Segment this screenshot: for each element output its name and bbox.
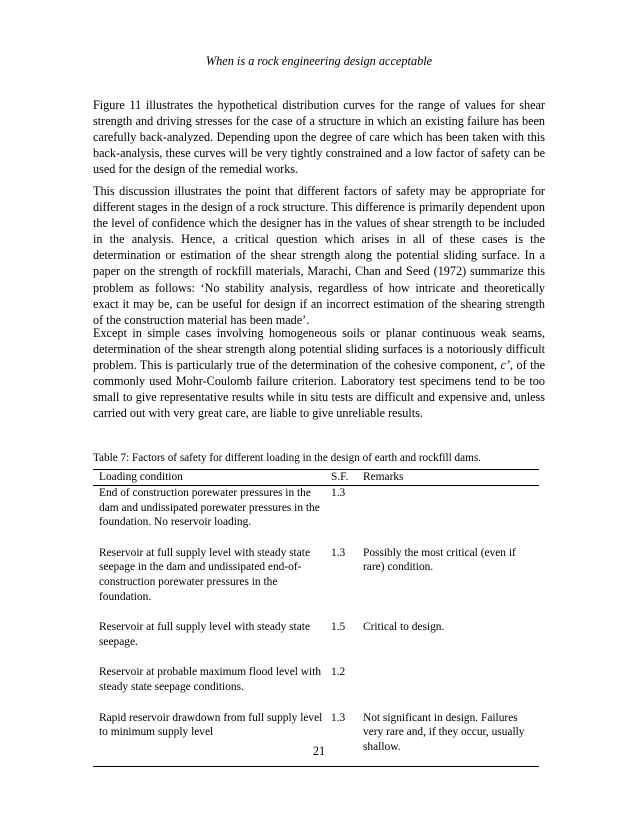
table-bottom-rule — [93, 766, 539, 767]
remarks-cell: Possibly the most critical (even if rare) condition. — [363, 546, 516, 574]
loading-condition-cell: Rapid reservoir drawdown from full supply level to minimum supply level — [99, 711, 323, 739]
table-row — [93, 486, 539, 530]
running-header: When is a rock engineering design acceptable — [205, 54, 433, 68]
sf-cell: 1.3 — [331, 711, 346, 724]
header-loading-condition: Loading condition — [99, 471, 183, 483]
remarks-cell: Not significant in design. Failures very rare and, if they occur, usually shallow. — [363, 711, 525, 753]
cohesion-symbol: c’ — [500, 358, 510, 373]
loading-condition-cell: Reservoir at probable maximum flood level with steady state seepage conditions. — [99, 666, 322, 693]
page-number: 21 — [312, 744, 326, 758]
table-header-row — [93, 470, 539, 485]
paragraph-2: This discussion illustrates the point that different factors of safety may be appropriate for different stages in the design of a rock structure. This difference is primarily dependent upon the level of confidence which the designer has in the values of shear strength to be included in the analysis. Hence, a critical question which arises in all of these cases is the determination or estimation of the shear strength along the potential sliding surface. In a paper on the strength of rockfill materials, Marachi, Chan and Seed (1972) summarize this problem as follows: ‘No stability analysis, regardless of how intricate and theoretically exact it may be, can be useful for design if an incorrect estimation of the shearing strength of the construction material has been made’. — [93, 184, 545, 327]
paragraph-1: Figure 11 illustrates the hypothetical distribution curves for the range of values for shear strength and driving stresses for the case of a structure in which an existing failure has been carefully back-analyzed. Depending upon the degree of care which has been taken with this back-analysis, these curves will be very tightly constrained and a low factor of safety can be used for the design of the remedial works. — [93, 98, 545, 177]
sf-cell: 1.3 — [331, 546, 346, 559]
remarks-cell — [363, 486, 539, 530]
safety-factor-table — [93, 469, 539, 767]
header-sf: S.F. — [331, 471, 349, 483]
sf-cell: 1.2 — [331, 666, 346, 679]
table-row — [93, 665, 539, 694]
loading-condition-cell: End of construction porewater pressures in the dam and undissipated porewater pressures in the foundation. No reservoir loading. — [99, 487, 320, 529]
sf-cell: 1.3 — [331, 487, 346, 499]
remarks-cell — [363, 665, 539, 694]
paragraph-3 — [93, 325, 545, 422]
paragraph-3-text-end: , of the commonly used Mohr-Coulomb failure criterion. Laboratory test specimens tend to be too small to give representative results while in situ tests are difficult and expensive and, unless carried out with very great care, are liable to give unreliable results. — [93, 358, 545, 421]
table-row — [93, 546, 539, 604]
remarks-cell: Critical to design. — [363, 621, 445, 634]
loading-condition-cell: Reservoir at full supply level with steady state seepage. — [99, 621, 310, 648]
loading-condition-cell: Reservoir at full supply level with steady state seepage in the dam and undissipated end-of-construction porewater pressures in the foundation. — [99, 546, 310, 603]
table-caption: Table 7: Factors of safety for different loading in the design of earth and rockfill dams. — [93, 452, 481, 464]
header-remarks: Remarks — [363, 471, 404, 483]
table-row — [93, 620, 539, 649]
paragraph-3-text-start: Except in simple cases involving homogeneous soils or planar continuous weak seams, determination of the shear strength along potential sliding surfaces is a notoriously difficult problem. This is particularly true of the determination of the cohesive component, — [93, 326, 545, 373]
sf-cell: 1.5 — [331, 621, 346, 634]
